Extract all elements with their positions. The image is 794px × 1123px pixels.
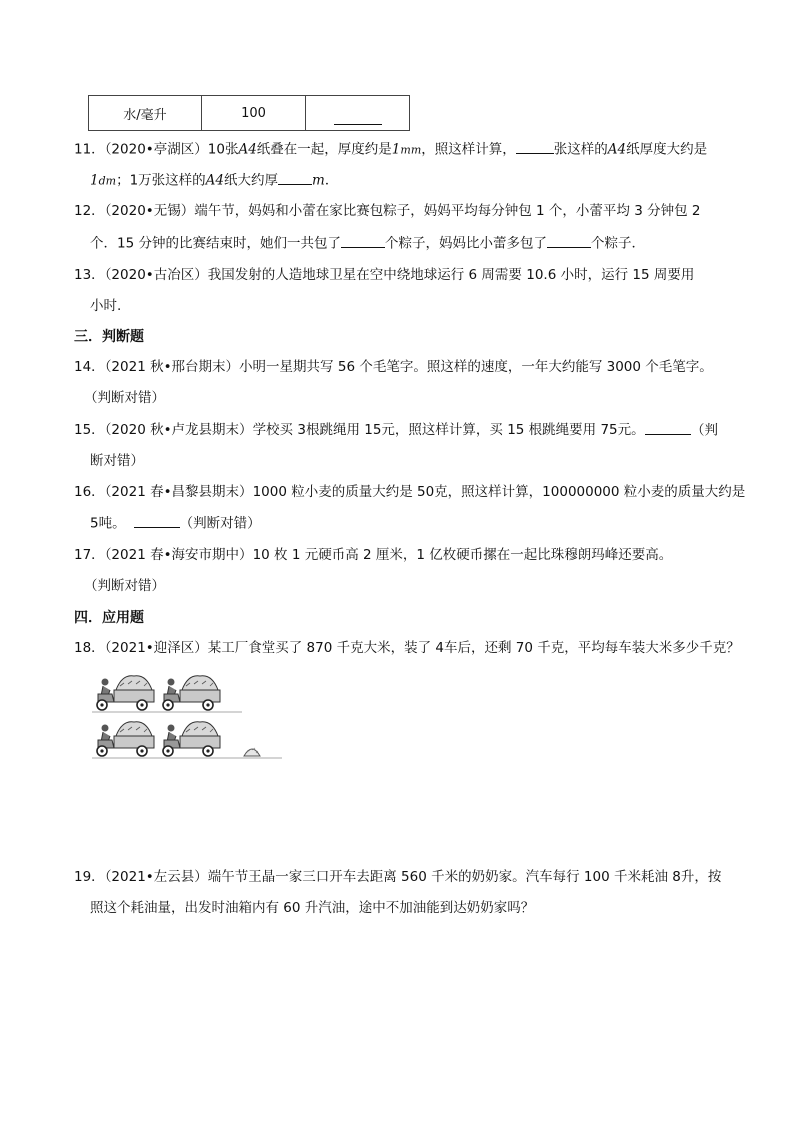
table-cell-blank: [306, 96, 410, 131]
question-number: 14．: [74, 359, 105, 375]
rice-trucks-illustration: [92, 668, 282, 764]
answer-blank: [334, 111, 382, 125]
truck-icon: [97, 676, 154, 710]
question-source: （2021•迎泽区）: [104, 640, 208, 656]
question-number: 15．: [74, 422, 105, 438]
table-cell-label: 水/毫升: [89, 96, 202, 131]
question-16-line1: 16．（2021 春•昌黎县期末）1000 粒小麦的质量大约是 50克，照这样计算，100000000 粒小麦的质量大约是: [74, 484, 746, 500]
answer-blank: [547, 233, 591, 248]
data-table-fragment: [88, 95, 410, 131]
truck-icon: [97, 722, 154, 756]
question-source: （2021•左云县）: [104, 869, 208, 885]
question-source: （2021 春•昌黎县期末）: [104, 484, 253, 500]
question-number: 17．: [74, 547, 105, 563]
question-source: （2020•无锡）: [104, 203, 195, 219]
answer-blank: [278, 170, 312, 185]
question-number: 11．: [74, 141, 105, 158]
table-row: [89, 96, 410, 131]
question-18-line1: 18．（2021•迎泽区）某工厂食堂买了 870 千克大米，装了 4车后，还剩 70 千克，平均每车装大米多少千克？: [74, 640, 740, 656]
answer-blank: [134, 513, 180, 528]
question-14-line2: （判断对错）: [84, 390, 165, 406]
question-19-line2: 照这个耗油量，出发时油箱内有 60 升汽油，途中不加油能到达奶奶家吗？: [90, 900, 535, 916]
truck-icon: [163, 722, 220, 756]
question-source: （2021 春•海安市期中）: [104, 547, 253, 563]
question-12-line1: 12．（2020•无锡）端午节，妈妈和小蕾在家比赛包粽子，妈妈平均每分钟包 1 个，小蕾平均 3 分钟包 2: [74, 203, 701, 219]
question-source: （2020•古冶区）: [104, 267, 208, 283]
answer-blank: [341, 233, 385, 248]
question-number: 18．: [74, 640, 105, 656]
question-number: 19．: [74, 869, 105, 885]
question-number: 16．: [74, 484, 105, 500]
question-11-line2: 1dm；1万张这样的A4纸大约厚 m．: [90, 170, 338, 192]
section-heading-judgement: 三．判断题: [74, 329, 144, 345]
answer-blank: [645, 420, 691, 435]
question-14-line1: 14．（2021 秋•邢台期末）小明一星期共写 56 个毛笔字。照这样的速度，一年大约能写 3000 个毛笔字。: [74, 359, 713, 375]
table-cell-value: 100: [202, 96, 306, 131]
question-17-line2: （判断对错）: [84, 578, 165, 594]
question-source: （2021 秋•邢台期末）: [104, 359, 240, 375]
question-number: 13．: [74, 267, 105, 283]
truck-icon: [163, 676, 220, 710]
question-13-line1: 13．（2020•古冶区）我国发射的人造地球卫星在空中绕地球运行 6 周需要 10.6 小时，运行 15 周要用: [74, 267, 695, 283]
section-heading-application: 四．应用题: [74, 610, 144, 626]
question-15-line2: 断对错）: [90, 453, 144, 469]
question-13-line2: 小时.: [90, 298, 122, 314]
question-15-line1: 15．（2020 秋•卢龙县期末）学校买 3根跳绳用 15元，照这样计算，买 15 根跳绳要用 75元。: [74, 422, 645, 438]
question-number: 12．: [74, 203, 105, 219]
question-12-line2: 个．15 分钟的比赛结束时，她们一共包了 个粽子，妈妈比小蕾多包了 个粽子．: [90, 233, 645, 254]
question-source: （2020 秋•卢龙县期末）: [104, 422, 253, 438]
question-15-tail: （判: [645, 420, 718, 441]
rice-pile-icon: [244, 749, 260, 756]
question-source: （2020•亭湖区）: [104, 141, 208, 158]
question-16-line2: 5吨。 （判断对错）: [90, 513, 261, 534]
question-11-line1: 11．（2020•亭湖区）10张A4纸叠在一起，厚度约是1mm，照这样计算， 张这样的A4纸厚度大约是: [74, 139, 707, 161]
question-17-line1: 17．（2021 春•海安市期中）10 枚 1 元硬币高 2 厘米，1 亿枚硬币摞在一起比珠穆朗玛峰还要高。: [74, 547, 673, 563]
answer-blank: [516, 139, 554, 154]
question-19-line1: 19．（2021•左云县）端午节王晶一家三口开车去距离 560 千米的奶奶家。汽车每行 100 千米耗油 8升，按: [74, 869, 722, 885]
